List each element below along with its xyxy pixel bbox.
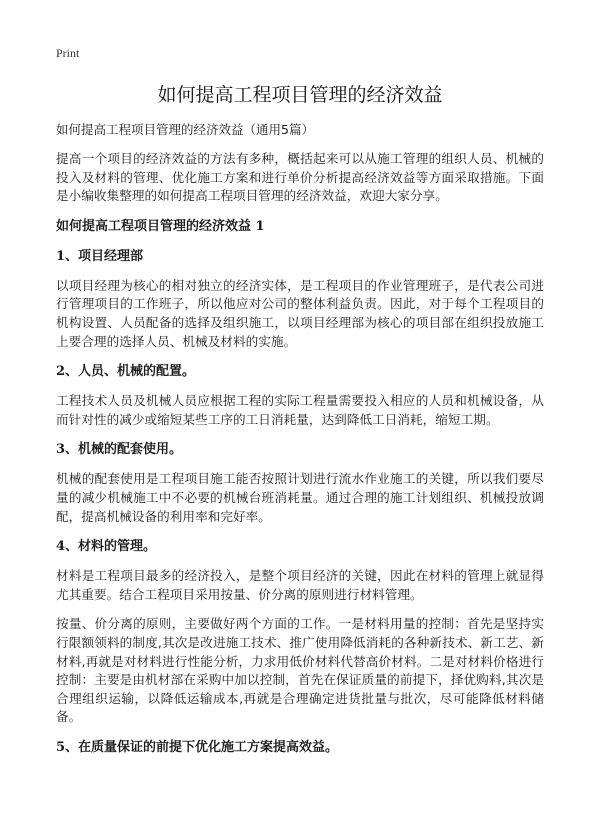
item-heading-2: 2、人员、机械的配置。 [56,364,196,380]
item-4-paragraph-1: 材料是工程项目最多的经济投入，是整个项目经济的关键，因此在材料的管理上就显得尤其重要。结合工程项目采用按量、价分离的原则进行材料管理。 [56,568,544,602]
item-heading-1: 1、项目经理部 [56,248,144,264]
item-1-paragraph: 以项目经理为核心的相对独立的经济实体，是工程项目的作业管理班子，是代表公司进行管理项目的工作班子，所以他应对公司的整体利益负责。因此，对于每个工程项目的机构设置、人员配备的选择及组织施工，以项目经理部为核心的项目部在组织投放施工上要合理的选择人员、机械及材料的实施。 [56,277,544,349]
item-3-paragraph: 机械的配套使用是工程项目施工能否按照计划进行流水作业施工的关键，所以我们要尽量的减少机械施工中不必要的机械台班消耗量。通过合理的施工计划组织、机械投放调配，提高机械设备的利用率和完好率。 [56,471,544,524]
print-link[interactable]: Print [56,46,80,60]
item-heading-5: 5、在质量保证的前提下优化施工方案提高效益。 [56,739,339,755]
document-title: 如何提高工程项目管理的经济效益 [157,84,443,106]
intro-paragraph: 提高一个项目的经济效益的方法有多种，概括起来可以从施工管理的组织人员、机械的投入及材料的管理、优化施工方案和进行单价分析提高经济效益等方面采取措施。下面是小编收集整理的如何提高工程项目管理的经济效益，欢迎大家分享。 [56,151,544,204]
document-subtitle: 如何提高工程项目管理的经济效益（通用5篇） [56,122,314,137]
item-4-paragraph-2: 按量、价分离的原则，主要做好两个方面的工作。一是材料用量的控制：首先是坚持实行限额领料的制度,其次是改进施工技术、推广使用降低消耗的各种新技术、新工艺、新材料,再就是对材料进行性能分析，力求用低价材料代替高价材料。二是对材料价格进行控制：主要是由机材部在采购中加以控制，首先在保证质量的前提下，择优购料,其次是合理组织运输，以降低运输成本,再就是合理确定进货批量与批次，尽可能降低材料储备。 [56,616,544,725]
item-2-paragraph: 工程技术人员及机械人员应根据工程的实际工程量需要投入相应的人员和机械设备，从而针对性的减少或缩短某些工序的工日消耗量，达到降低工日消耗，缩短工期。 [56,393,544,427]
document-body [56,120,544,768]
item-heading-3: 3、机械的配套使用。 [56,442,183,458]
item-heading-4: 4、材料的管理。 [56,539,157,555]
section-heading: 如何提高工程项目管理的经济效益 1 [56,218,265,234]
